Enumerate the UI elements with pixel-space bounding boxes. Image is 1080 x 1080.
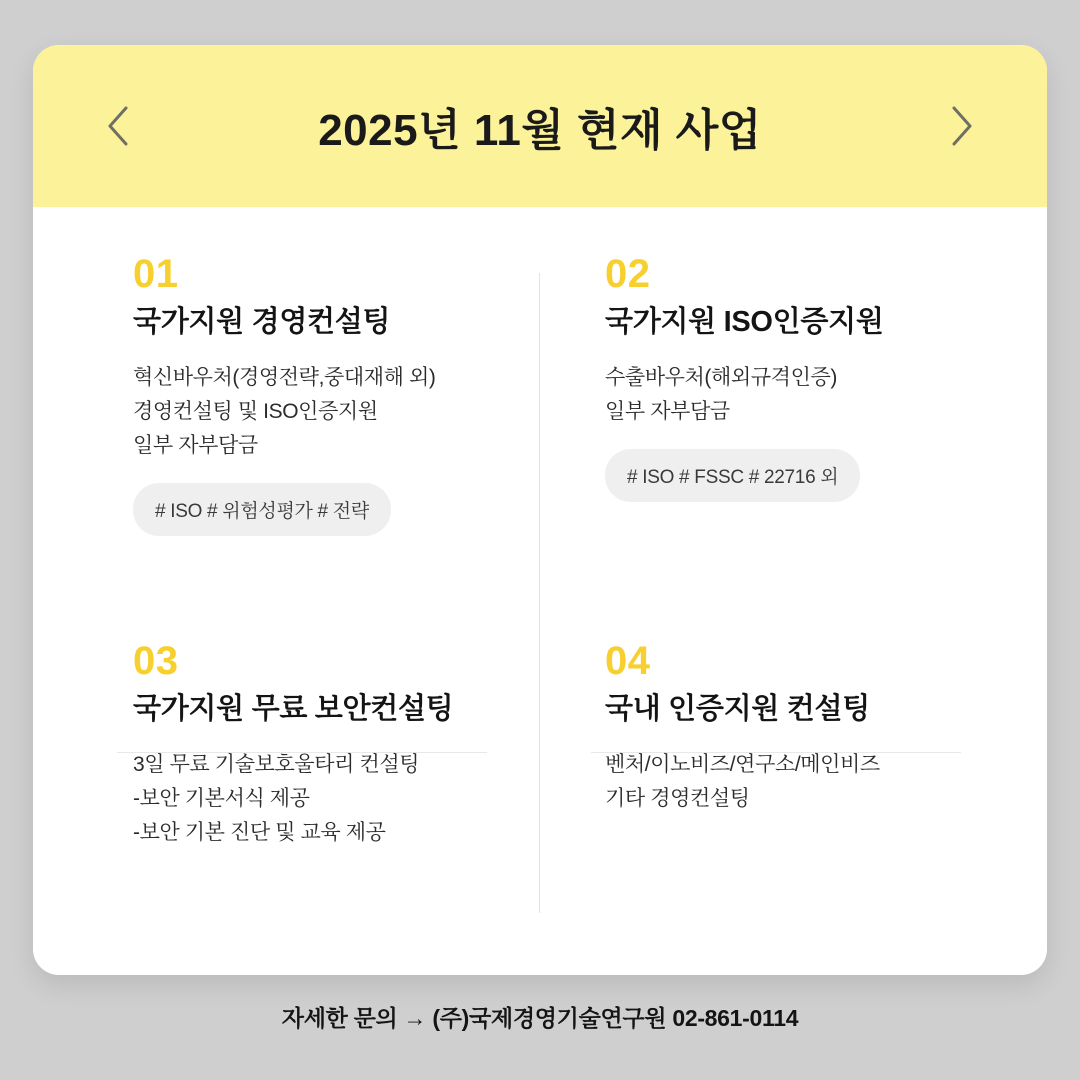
service-description-line: 일부 자부담금 (605, 400, 730, 424)
prev-arrow-button[interactable] (95, 103, 141, 149)
service-number: 03 (133, 639, 179, 683)
service-number: 01 (133, 252, 179, 296)
card-header (33, 45, 1047, 207)
service-number: 02 (605, 252, 651, 296)
footer-contact: 자세한 문의 → (주)국제경영기술연구원 02-861-0114 (281, 1005, 799, 1031)
service-title: 국가지원 무료 보안컨설팅 (133, 693, 454, 725)
service-description (133, 361, 553, 463)
service-item-03[interactable] (133, 640, 553, 850)
service-description (133, 748, 553, 850)
service-description-line: -보안 기본 진단 및 교육 제공 (133, 821, 386, 845)
service-tag-badge: # ISO # FSSC # 22716 외 (605, 449, 860, 502)
service-number: 04 (605, 639, 651, 683)
service-title: 국내 인증지원 컨설팅 (605, 693, 870, 725)
service-description-line: -보안 기본서식 제공 (133, 787, 310, 811)
service-description-line: 벤처/이노비즈/연구소/메인비즈 (605, 753, 880, 777)
chevron-right-icon (947, 103, 977, 149)
service-tag-badge: # ISO # 위험성평가 # 전략 (133, 483, 391, 536)
service-description-line: 기타 경영컨설팅 (605, 787, 750, 811)
page-title: 2025년 11월 현재 사업 (318, 106, 762, 155)
service-title: 국가지원 ISO인증지원 (605, 306, 884, 338)
service-description-line: 경영컨설팅 및 ISO인증지원 (133, 400, 378, 424)
service-item-04[interactable] (605, 640, 1025, 816)
chevron-left-icon (103, 103, 133, 149)
services-grid (33, 207, 1047, 975)
service-description-line: 일부 자부담금 (133, 434, 258, 458)
service-item-02[interactable] (605, 253, 1025, 502)
service-description (605, 748, 1025, 816)
service-description-line: 3일 무료 기술보호울타리 컨설팅 (133, 753, 420, 777)
service-description-line: 수출바우처(해외규격인증) (605, 366, 837, 390)
service-description (605, 361, 1025, 429)
service-item-01[interactable] (133, 253, 553, 536)
next-arrow-button[interactable] (939, 103, 985, 149)
service-title: 국가지원 경영컨설팅 (133, 306, 391, 338)
service-description-line: 혁신바우처(경영전략,중대재해 외) (133, 366, 436, 390)
content-card (33, 45, 1047, 975)
